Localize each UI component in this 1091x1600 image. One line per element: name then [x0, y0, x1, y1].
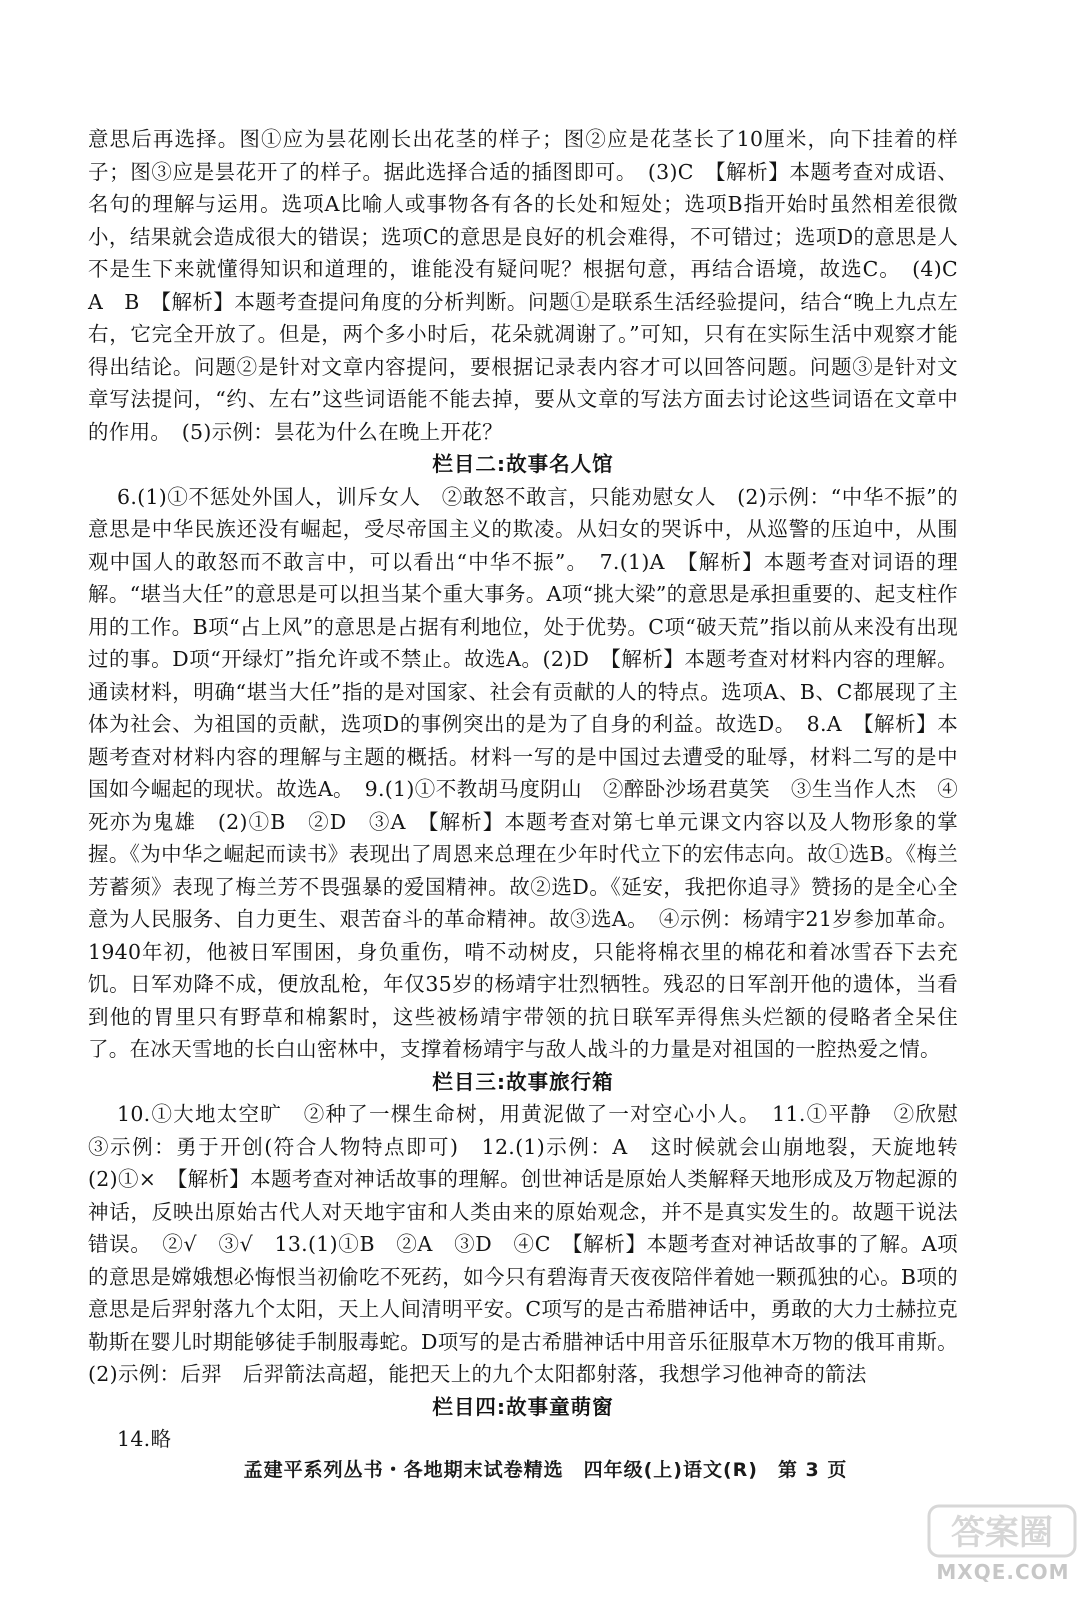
- section-heading-4: 栏目四:故事童萌窗: [432, 1394, 614, 1419]
- section-2-answers: 6.(1)①不惩处外国人，训斥女人 ②敢怒不敢言，只能劝慰女人 (2)示例：“中华不振”的意思是中华民族还没有崛起，受尽帝国主义的欺凌。从妇女的哭诉中，从巡警的压迫中，从围观中国人的敢怒而不敢言中，可以看出“中华不振”。 7.(1)A 【解析】本题考查对词语的理解。“堪当大任”的意思是可以担当某个重大事务。A项“挑大梁”的意思是承担重要的、起支柱作用的工作。B项“占上风”的意思是占据有利地位，处于优势。C项“破天荒”指以前从来没有出现过的事。D项“开绿灯”指允许或不禁止。故选A。(2)D 【解析】本题考查对材料内容的理解。通读材料，明确“堪当大任”指的是对国家、社会有贡献的人的特点。选项A、B、C都展现了主体为社会、为祖国的贡献，选项D的事例突出的是为了自身的利益。故选D。 8.A 【解析】本题考查对材料内容的理解与主题的概括。材料一写的是中国过去遭受的耻辱，材料二写的是中国如今崛起的现状。故选A。 9.(1)①不教胡马度阴山 ②醉卧沙场君莫笑 ③生当作人杰 ④死亦为鬼雄 (2)①B ②D ③A 【解析】本题考查对第七单元课文内容以及人物形象的掌握。《为中华之崛起而读书》表现出了周恩来总理在少年时代立下的宏伟志向。故①选B。《梅兰芳蓄须》表现了梅兰芳不畏强暴的爱国精神。故②选D。《延安，我把你追寻》赞扬的是全心全意为人民服务、自力更生、艰苦奋斗的革命精神。故③选A。 ④示例：杨靖宇21岁参加革命。1940年初，他被日军围困，身负重伤，啃不动树皮，只能将棉衣里的棉花和着冰雪吞下去充饥。日军劝降不成，便放乱枪，年仅35岁的杨靖宇壮烈牺牲。残忍的日军剖开他的遗体，当看到他的胃里只有野草和棉絮时，这些被杨靖宇带领的抗日联军弄得焦头烂额的侵略者全呆住了。在冰天雪地的长白山密林中，支撑着杨靖宇与敌人战斗的力量是对祖国的一腔热爱之情。: [88, 484, 958, 1061]
- section-4-answers: 14.略: [117, 1427, 172, 1451]
- section-3-answers: 10.①大地太空旷 ②种了一棵生命树，用黄泥做了一对空心小人。 11.①平静 ②欣慰 ③示例：勇于开创(符合人物特点即可) 12.(1)示例：A 这时候就会山崩地裂，天旋地转 (2)①× 【解析】本题考查对神话故事的理解。创世神话是原始人类解释天地形成及万物起源的神话，反映出原始古代人对天地宇宙和人类由来的原始观念，并不是真实发生的。故题干说法错误。 ②√ ③√ 13.(1)①B ②A ③D ④C 【解析】本题考查对神话故事的了解。A项的意思是嫦娥想必悔恨当初偷吃不死药，如今只有碧海青天夜夜陪伴着她一颗孤独的心。B项的意思是后羿射落九个太阳，天上人间清明平安。C项写的是古希腊神话中，勇敢的大力士赫拉克勒斯在婴儿时期能够徒手制服毒蛇。D项写的是古希腊神话中用音乐征服草木万物的俄耳甫斯。(2)示例：后羿 后羿箭法高超，能把天上的九个太阳都射落，我想学习他神奇的箭法: [88, 1102, 979, 1386]
- section-heading-3: 栏目三:故事旅行箱: [432, 1069, 614, 1094]
- page-footer: 孟建平系列丛书・各地期末试卷精选 四年级(上)语文(R) 第 3 页: [243, 1459, 848, 1481]
- section-heading-2: 栏目二:故事名人馆: [432, 452, 614, 476]
- watermark-url: MXQE.COM: [936, 1560, 1070, 1584]
- watermark: [923, 1502, 1083, 1592]
- watermark-logo-icon: [927, 1502, 1077, 1560]
- paragraph-continued: 意思后再选择。图①应为昙花刚长出花茎的样子；图②应是花茎长了10厘米，向下挂着的样子；图③应是昙花开了的样子。据此选择合适的插图即可。 (3)C 【解析】本题考查对成语、名句的理解与运用。选项A比喻人或事物各有各的长处和短处；选项B指开始时虽然相差很微小，结果就会造成很大的错误；选项C的意思是良好的机会难得，不可错过；选项D的意思是人不是生下来就懂得知识和道理的，谁能没有疑问呢？根据句意，再结合语境，故选C。 (4)C A B 【解析】本题考查提问角度的分析判断。问题①是联系生活经验提问，结合“晚上九点左右，它完全开放了。但是，两个多小时后，花朵就凋谢了。”可知，只有在实际生活中观察才能得出结论。问题②是针对文章内容提问，要根据记录表内容才可以回答问题。问题③是针对文章写法提问，“约、左右”这些词语能不能去掉，要从文章的写法方面去讨论这些词语在文章中的作用。 (5)示例：昙花为什么在晚上开花？: [88, 127, 979, 444]
- svg-text:答案圈: 答案圈: [951, 1513, 1053, 1553]
- answer-content: [88, 123, 979, 1456]
